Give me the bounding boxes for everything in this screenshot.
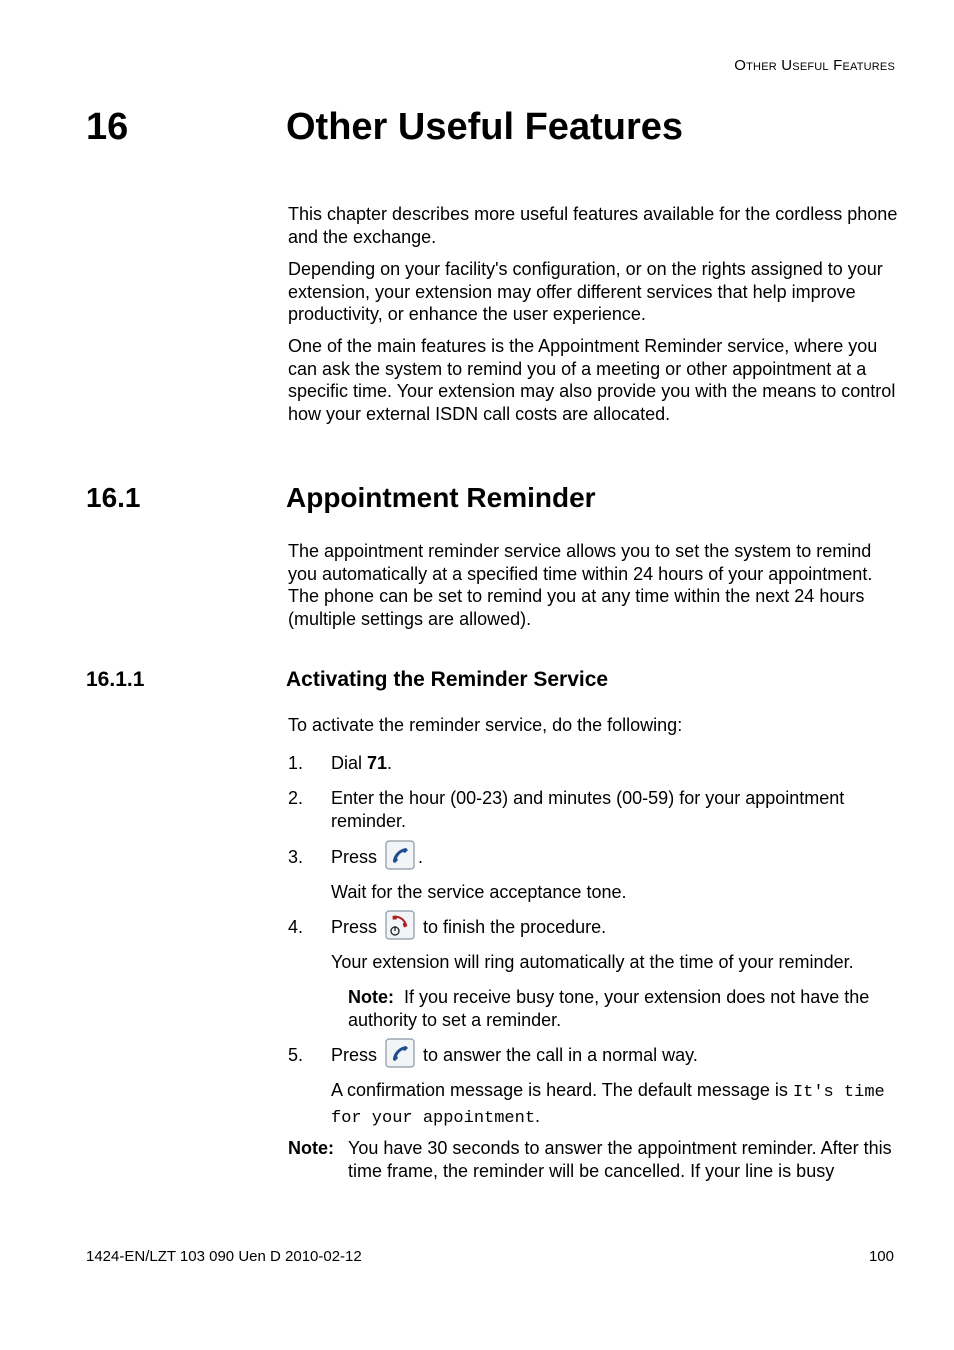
intro-paragraph-2: Depending on your facility's configuration, or on the rights assigned to your extension, your extension may offer different services that help improve productivity, or enhance the user experience.	[288, 259, 883, 324]
step-4-follow: Your extension will ring automatically at the time of your reminder.	[331, 952, 854, 972]
chapter-number: 16	[86, 106, 129, 148]
step-5-text: Press to answer the call in a normal way.	[331, 1044, 901, 1068]
running-head: Other Useful Features	[734, 57, 895, 74]
step-4-text: Press to finish the procedure.	[331, 916, 901, 940]
note-label: Note:	[348, 987, 394, 1007]
step-3-text: Press .	[331, 846, 901, 870]
subsection-title: Activating the Reminder Service	[286, 668, 609, 691]
step-3-number: 3.	[288, 847, 304, 867]
final-note-label: Note:	[288, 1138, 334, 1158]
default-message-code: It's time for your appointment	[331, 1083, 885, 1128]
final-note-text: You have 30 seconds to answer the appointment reminder. After this time frame, the reminder will be cancelled. If your line is busy	[348, 1138, 892, 1181]
step-3-follow: Wait for the service acceptance tone.	[331, 882, 627, 902]
phone-off-hook-key-icon	[385, 1038, 415, 1068]
step-2-number: 2.	[288, 788, 304, 808]
footer-doc-id: 1424-EN/LZT 103 090 Uen D 2010-02-12	[86, 1248, 362, 1265]
section-number: 16.1	[86, 482, 141, 513]
step-4-note: Note: If you receive busy tone, your extension does not have the authority to set a reminder.	[348, 987, 870, 1030]
phone-on-hook-power-key-icon	[385, 910, 415, 940]
step-4-number: 4.	[288, 917, 304, 937]
intro-paragraph-3: One of the main features is the Appointment Reminder service, where you can ask the system to remind you of a meeting or other appointment at a specific time. Your extension may also provide you with the means to control how your external ISDN call costs are allocated.	[288, 336, 896, 424]
section-body: The appointment reminder service allows you to set the system to remind you automatically at a specified time within 24 hours of your appointment. The phone can be set to remind you at any time within the next 24 hours (multiple settings are allowed).	[288, 541, 873, 629]
section-title: Appointment Reminder	[286, 482, 596, 513]
step-5-number: 5.	[288, 1045, 304, 1065]
footer-page-number: 100	[868, 1248, 894, 1265]
step-5-follow: A confirmation message is heard. The default message is It's time for your appointment.	[331, 1080, 885, 1128]
step-1-number: 1.	[288, 753, 304, 773]
chapter-title: Other Useful Features	[286, 106, 683, 148]
step-1-text: Dial 71.	[331, 753, 393, 773]
step-1-code: 71	[367, 753, 388, 773]
phone-off-hook-key-icon	[385, 840, 415, 870]
procedure-lead: To activate the reminder service, do the following:	[288, 715, 683, 735]
intro-paragraph-1: This chapter describes more useful features available for the cordless phone and the exchange.	[288, 204, 898, 247]
subsection-number: 16.1.1	[86, 668, 145, 691]
step-2-text: Enter the hour (00-23) and minutes (00-59) for your appointment reminder.	[331, 788, 845, 831]
